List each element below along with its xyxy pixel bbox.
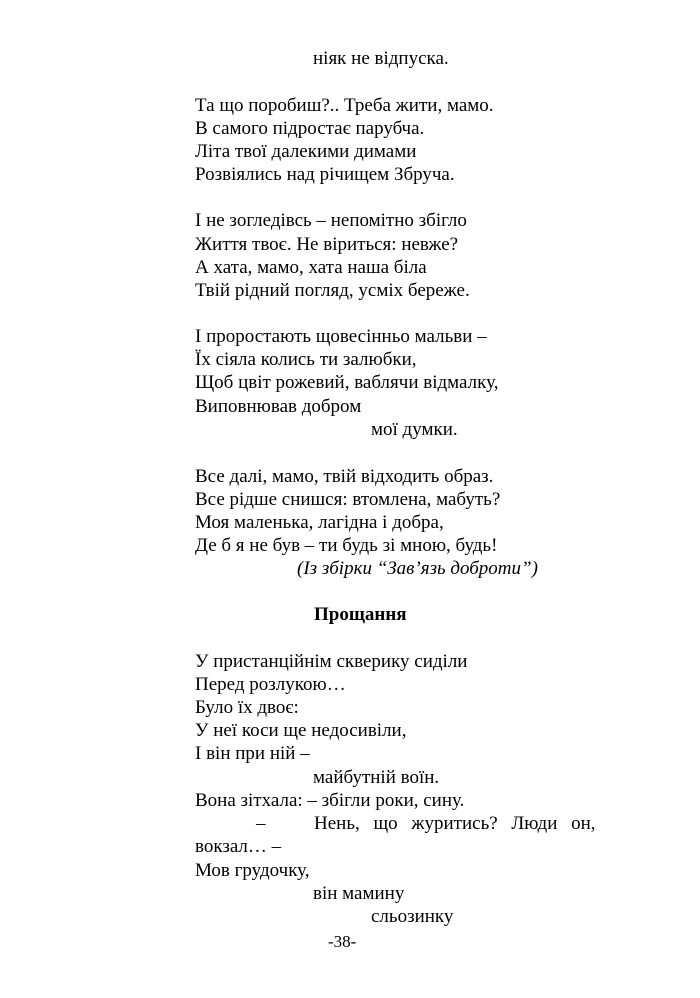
poem-line: У пристанційнім скверику сиділи <box>195 651 468 672</box>
poem-line: Виповнював добром <box>195 396 362 417</box>
poem-line: Щоб цвіт рожевий, ваблячи відмалку, <box>195 372 499 393</box>
poem-line: мої думки. <box>371 419 458 440</box>
poem-line: Все рідше снишся: втомлена, мабуть? <box>195 489 501 510</box>
poem-line: Мов грудочку, <box>195 860 310 881</box>
poem-line: У неї коси ще недосивіли, <box>195 720 407 741</box>
poem-line: Їх сіяла колись ти залюбки, <box>195 349 417 370</box>
poem-line: вокзал… – <box>195 836 282 857</box>
poem-line: Розвіялись над річищем Збруча. <box>195 164 455 185</box>
poem-line: А хата, мамо, хата наша біла <box>195 257 427 278</box>
poem-line-dash: – <box>256 813 266 834</box>
poem-line: Було їх двоє: <box>195 697 299 718</box>
poem-line: Життя твоє. Не віриться: невже? <box>195 234 459 255</box>
poem-line: майбутній воїн. <box>313 767 440 788</box>
poem-line: І проростають щовесінньо мальви – <box>195 326 487 347</box>
poem-line: сльозинку <box>371 906 454 927</box>
poem-line: Все далі, мамо, твій відходить образ. <box>195 466 494 487</box>
poem-line: Твій рідний погляд, усміх береже. <box>195 280 470 301</box>
poem-line: Нень, що журитись? Люди он, <box>314 813 596 834</box>
poem-line: Моя маленька, лагідна і добра, <box>195 512 444 533</box>
poem-line: Літа твої далекими димами <box>195 141 417 162</box>
poem-source: (Із збірки “Зав’язь доброти”) <box>297 558 538 579</box>
poem-line: Перед розлукою… <box>195 674 346 695</box>
poem-line: Вона зітхала: – збігли роки, сину. <box>195 790 465 811</box>
poem-title: Прощання <box>314 604 407 625</box>
page-number: -38- <box>328 932 357 951</box>
poem-line: І він при ній – <box>195 743 310 764</box>
poem-line: ніяк не відпуска. <box>313 48 449 69</box>
poem-line: він мамину <box>313 883 405 904</box>
poem-line: Та що поробиш?.. Треба жити, мамо. <box>195 95 494 116</box>
poem-line: В самого підростає парубча. <box>195 118 425 139</box>
poem-line: І не зогледівсь – непомітно збігло <box>195 210 467 231</box>
poem-line: Де б я не був – ти будь зі мною, будь! <box>195 535 498 556</box>
